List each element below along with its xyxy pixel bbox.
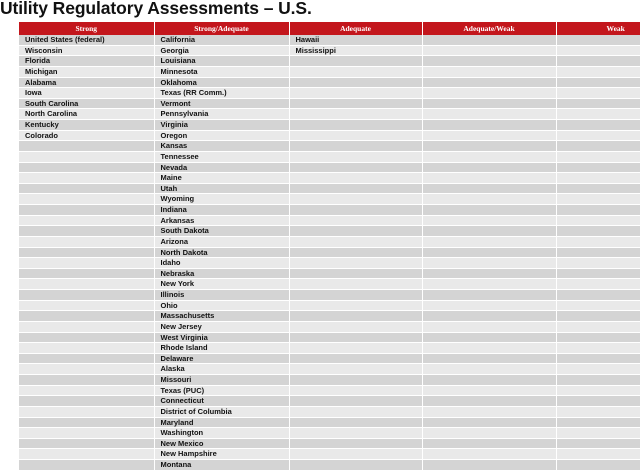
header-row bbox=[19, 22, 640, 35]
table-cell-adequate-weak bbox=[422, 141, 556, 152]
table-row bbox=[19, 66, 640, 77]
table-cell-strong-adequate: Georgia bbox=[154, 45, 289, 56]
table-cell-adequate bbox=[289, 151, 422, 162]
table-cell-weak bbox=[556, 88, 640, 99]
table-cell-weak bbox=[556, 258, 640, 269]
table-cell-adequate-weak bbox=[422, 290, 556, 301]
table-cell-weak bbox=[556, 290, 640, 301]
table-cell-strong-adequate: Rhode Island bbox=[154, 343, 289, 354]
table-row bbox=[19, 417, 640, 428]
table-cell-adequate-weak bbox=[422, 66, 556, 77]
table-cell-adequate-weak bbox=[422, 449, 556, 460]
table-row bbox=[19, 194, 640, 205]
table-cell-strong-adequate: Maine bbox=[154, 173, 289, 184]
table-cell-strong bbox=[19, 460, 154, 471]
table-cell-adequate-weak bbox=[422, 120, 556, 131]
table-cell-strong-adequate: Oregon bbox=[154, 130, 289, 141]
table-cell-strong bbox=[19, 332, 154, 343]
table-row bbox=[19, 35, 640, 45]
table-cell-adequate-weak bbox=[422, 35, 556, 45]
table-row bbox=[19, 173, 640, 184]
table-row bbox=[19, 56, 640, 67]
table-cell-strong-adequate: Louisiana bbox=[154, 56, 289, 67]
table-row bbox=[19, 343, 640, 354]
table-cell-weak bbox=[556, 247, 640, 258]
table-cell-strong-adequate: West Virginia bbox=[154, 332, 289, 343]
table-cell-strong: South Carolina bbox=[19, 98, 154, 109]
table-cell-adequate-weak bbox=[422, 130, 556, 141]
table-cell-strong-adequate: Vermont bbox=[154, 98, 289, 109]
table-row bbox=[19, 98, 640, 109]
table-cell-adequate bbox=[289, 268, 422, 279]
table-row bbox=[19, 247, 640, 258]
table-cell-strong-adequate: Kansas bbox=[154, 141, 289, 152]
table-row bbox=[19, 258, 640, 269]
table-cell-adequate-weak bbox=[422, 205, 556, 216]
column-header-strong-adequate: Strong/Adequate bbox=[154, 22, 289, 35]
table-cell-adequate-weak bbox=[422, 98, 556, 109]
table-cell-adequate bbox=[289, 141, 422, 152]
table-cell-adequate-weak bbox=[422, 364, 556, 375]
table-cell-adequate-weak bbox=[422, 151, 556, 162]
table-row bbox=[19, 268, 640, 279]
table-cell-strong bbox=[19, 396, 154, 407]
table-cell-adequate bbox=[289, 290, 422, 301]
table-cell-adequate-weak bbox=[422, 162, 556, 173]
table-cell-adequate bbox=[289, 375, 422, 386]
table-cell-adequate bbox=[289, 173, 422, 184]
table-cell-strong-adequate: Idaho bbox=[154, 258, 289, 269]
table-cell-strong bbox=[19, 449, 154, 460]
table-cell-adequate bbox=[289, 428, 422, 439]
table-cell-strong-adequate: Wyoming bbox=[154, 194, 289, 205]
assessment-table bbox=[19, 22, 640, 471]
table-cell-strong-adequate: Nevada bbox=[154, 162, 289, 173]
table-cell-strong bbox=[19, 321, 154, 332]
table-cell-weak bbox=[556, 77, 640, 88]
table-cell-adequate-weak bbox=[422, 194, 556, 205]
table-cell-adequate: Hawaii bbox=[289, 35, 422, 45]
table-cell-strong-adequate: Utah bbox=[154, 183, 289, 194]
table-cell-strong bbox=[19, 290, 154, 301]
table-row bbox=[19, 226, 640, 237]
table-cell-adequate bbox=[289, 205, 422, 216]
table-cell-strong bbox=[19, 279, 154, 290]
table-cell-strong bbox=[19, 141, 154, 152]
table-cell-strong bbox=[19, 268, 154, 279]
table-body bbox=[19, 35, 640, 470]
table-cell-strong-adequate: Massachusetts bbox=[154, 311, 289, 322]
table-cell-weak bbox=[556, 236, 640, 247]
table-cell-weak bbox=[556, 56, 640, 67]
table-cell-adequate-weak bbox=[422, 215, 556, 226]
table-cell-adequate bbox=[289, 321, 422, 332]
table-cell-strong bbox=[19, 183, 154, 194]
table-row bbox=[19, 332, 640, 343]
table-cell-weak bbox=[556, 311, 640, 322]
table-cell-adequate bbox=[289, 279, 422, 290]
table-cell-strong-adequate: Pennsylvania bbox=[154, 109, 289, 120]
table-cell-adequate bbox=[289, 77, 422, 88]
table-cell-weak bbox=[556, 396, 640, 407]
table-cell-weak bbox=[556, 385, 640, 396]
table-cell-weak bbox=[556, 35, 640, 45]
table-cell-adequate-weak bbox=[422, 332, 556, 343]
table-cell-strong-adequate: South Dakota bbox=[154, 226, 289, 237]
table-cell-adequate bbox=[289, 311, 422, 322]
table-cell-weak bbox=[556, 375, 640, 386]
page-title: Utility Regulatory Assessments – U.S. bbox=[0, 0, 312, 18]
table-cell-strong-adequate: Washington bbox=[154, 428, 289, 439]
table-row bbox=[19, 321, 640, 332]
table-cell-adequate bbox=[289, 438, 422, 449]
table-cell-weak bbox=[556, 141, 640, 152]
table-cell-weak bbox=[556, 205, 640, 216]
table-cell-adequate bbox=[289, 332, 422, 343]
table-cell-strong-adequate: New Mexico bbox=[154, 438, 289, 449]
table-row bbox=[19, 130, 640, 141]
table-cell-adequate-weak bbox=[422, 375, 556, 386]
table-row bbox=[19, 385, 640, 396]
table-cell-weak bbox=[556, 279, 640, 290]
table-cell-adequate-weak bbox=[422, 396, 556, 407]
table-cell-adequate: Mississippi bbox=[289, 45, 422, 56]
table-cell-strong bbox=[19, 173, 154, 184]
table-cell-adequate-weak bbox=[422, 406, 556, 417]
table-cell-adequate-weak bbox=[422, 311, 556, 322]
table-cell-weak bbox=[556, 460, 640, 471]
table-cell-adequate-weak bbox=[422, 236, 556, 247]
table-cell-weak bbox=[556, 162, 640, 173]
table-cell-adequate-weak bbox=[422, 56, 556, 67]
table-cell-adequate bbox=[289, 353, 422, 364]
table-cell-weak bbox=[556, 449, 640, 460]
table-cell-strong bbox=[19, 162, 154, 173]
table-cell-weak bbox=[556, 173, 640, 184]
table-cell-weak bbox=[556, 417, 640, 428]
table-row bbox=[19, 364, 640, 375]
table-cell-adequate-weak bbox=[422, 258, 556, 269]
table-cell-strong bbox=[19, 438, 154, 449]
table-row bbox=[19, 375, 640, 386]
table-row bbox=[19, 460, 640, 471]
table-cell-adequate bbox=[289, 406, 422, 417]
table-cell-adequate bbox=[289, 226, 422, 237]
table-cell-weak bbox=[556, 332, 640, 343]
table-cell-strong: United States (federal) bbox=[19, 35, 154, 45]
table-cell-weak bbox=[556, 268, 640, 279]
column-header-adequate: Adequate bbox=[289, 22, 422, 35]
table-cell-strong bbox=[19, 300, 154, 311]
table-row bbox=[19, 45, 640, 56]
table-row bbox=[19, 88, 640, 99]
table-cell-strong-adequate: District of Columbia bbox=[154, 406, 289, 417]
table-cell-adequate-weak bbox=[422, 417, 556, 428]
table-cell-strong-adequate: California bbox=[154, 35, 289, 45]
table-cell-weak bbox=[556, 109, 640, 120]
table-row bbox=[19, 449, 640, 460]
table-header bbox=[19, 22, 640, 35]
column-header-adequate-weak: Adequate/Weak bbox=[422, 22, 556, 35]
column-header-weak: Weak bbox=[556, 22, 640, 35]
table-row bbox=[19, 353, 640, 364]
table-cell-adequate bbox=[289, 215, 422, 226]
table-row bbox=[19, 406, 640, 417]
table-cell-adequate-weak bbox=[422, 353, 556, 364]
table-cell-adequate bbox=[289, 88, 422, 99]
table-cell-adequate-weak bbox=[422, 343, 556, 354]
table-row bbox=[19, 311, 640, 322]
table-cell-adequate-weak bbox=[422, 247, 556, 258]
table-cell-strong-adequate: Nebraska bbox=[154, 268, 289, 279]
table-cell-adequate bbox=[289, 343, 422, 354]
table-cell-adequate-weak bbox=[422, 77, 556, 88]
table-cell-adequate bbox=[289, 449, 422, 460]
table-cell-adequate-weak bbox=[422, 428, 556, 439]
table-cell-strong bbox=[19, 364, 154, 375]
table-cell-adequate-weak bbox=[422, 173, 556, 184]
table-row bbox=[19, 120, 640, 131]
table-row bbox=[19, 77, 640, 88]
table-cell-weak bbox=[556, 321, 640, 332]
table-cell-adequate bbox=[289, 247, 422, 258]
table-row bbox=[19, 428, 640, 439]
table-row bbox=[19, 183, 640, 194]
table-cell-strong bbox=[19, 353, 154, 364]
table-cell-strong bbox=[19, 236, 154, 247]
table-cell-weak bbox=[556, 66, 640, 77]
table-cell-strong: Kentucky bbox=[19, 120, 154, 131]
table-cell-strong-adequate: Maryland bbox=[154, 417, 289, 428]
table-cell-strong-adequate: Oklahoma bbox=[154, 77, 289, 88]
table-cell-adequate bbox=[289, 236, 422, 247]
table-row bbox=[19, 162, 640, 173]
table-cell-strong-adequate: Arkansas bbox=[154, 215, 289, 226]
table-cell-strong bbox=[19, 385, 154, 396]
table-cell-strong-adequate: Illinois bbox=[154, 290, 289, 301]
table-cell-strong-adequate: New Hampshire bbox=[154, 449, 289, 460]
table-cell-strong-adequate: Delaware bbox=[154, 353, 289, 364]
table-cell-adequate-weak bbox=[422, 279, 556, 290]
table-cell-adequate-weak bbox=[422, 226, 556, 237]
table-cell-adequate-weak bbox=[422, 183, 556, 194]
table-cell-weak bbox=[556, 428, 640, 439]
table-cell-weak bbox=[556, 183, 640, 194]
table-cell-adequate bbox=[289, 109, 422, 120]
table-row bbox=[19, 151, 640, 162]
table-cell-adequate-weak bbox=[422, 88, 556, 99]
table-cell-weak bbox=[556, 98, 640, 109]
table-cell-weak bbox=[556, 215, 640, 226]
table-row bbox=[19, 141, 640, 152]
table-cell-weak bbox=[556, 151, 640, 162]
table-cell-weak bbox=[556, 300, 640, 311]
table-cell-weak bbox=[556, 226, 640, 237]
table-cell-strong-adequate: Tennessee bbox=[154, 151, 289, 162]
table-cell-adequate-weak bbox=[422, 109, 556, 120]
table-row bbox=[19, 236, 640, 247]
table-cell-adequate bbox=[289, 300, 422, 311]
column-header-strong: Strong bbox=[19, 22, 154, 35]
table-row bbox=[19, 205, 640, 216]
table-cell-strong: Alabama bbox=[19, 77, 154, 88]
table-cell-adequate bbox=[289, 460, 422, 471]
table-row bbox=[19, 279, 640, 290]
table-cell-adequate-weak bbox=[422, 45, 556, 56]
table-cell-strong: Iowa bbox=[19, 88, 154, 99]
table-cell-weak bbox=[556, 45, 640, 56]
table-cell-adequate bbox=[289, 385, 422, 396]
table-cell-strong: Michigan bbox=[19, 66, 154, 77]
table-cell-strong bbox=[19, 311, 154, 322]
table-row bbox=[19, 300, 640, 311]
table-cell-strong-adequate: Virginia bbox=[154, 120, 289, 131]
table-cell-strong bbox=[19, 258, 154, 269]
table-cell-adequate bbox=[289, 194, 422, 205]
table-cell-strong-adequate: New Jersey bbox=[154, 321, 289, 332]
table-cell-strong bbox=[19, 205, 154, 216]
table-cell-adequate-weak bbox=[422, 438, 556, 449]
table-cell-adequate bbox=[289, 183, 422, 194]
table-cell-adequate bbox=[289, 396, 422, 407]
table-cell-strong: Florida bbox=[19, 56, 154, 67]
table-row bbox=[19, 290, 640, 301]
table-cell-strong bbox=[19, 247, 154, 258]
table-cell-strong bbox=[19, 343, 154, 354]
table-cell-strong bbox=[19, 194, 154, 205]
table-cell-adequate bbox=[289, 120, 422, 131]
table-cell-strong bbox=[19, 417, 154, 428]
table-cell-strong-adequate: Texas (RR Comm.) bbox=[154, 88, 289, 99]
table-cell-strong-adequate: New York bbox=[154, 279, 289, 290]
table-cell-strong-adequate: Montana bbox=[154, 460, 289, 471]
table-cell-adequate bbox=[289, 364, 422, 375]
table-cell-weak bbox=[556, 343, 640, 354]
table-cell-strong-adequate: North Dakota bbox=[154, 247, 289, 258]
table-cell-strong bbox=[19, 406, 154, 417]
table-cell-weak bbox=[556, 364, 640, 375]
table-cell-weak bbox=[556, 353, 640, 364]
table-cell-adequate bbox=[289, 417, 422, 428]
table-cell-strong-adequate: Missouri bbox=[154, 375, 289, 386]
table-cell-strong-adequate: Minnesota bbox=[154, 66, 289, 77]
table-cell-strong: Colorado bbox=[19, 130, 154, 141]
table-row bbox=[19, 438, 640, 449]
table-cell-strong-adequate: Indiana bbox=[154, 205, 289, 216]
table-cell-adequate-weak bbox=[422, 385, 556, 396]
table-cell-strong-adequate: Arizona bbox=[154, 236, 289, 247]
table-row bbox=[19, 109, 640, 120]
table-cell-strong-adequate: Alaska bbox=[154, 364, 289, 375]
table-cell-weak bbox=[556, 130, 640, 141]
table-cell-strong-adequate: Connecticut bbox=[154, 396, 289, 407]
table-cell-adequate-weak bbox=[422, 268, 556, 279]
table-cell-adequate bbox=[289, 258, 422, 269]
table-cell-strong: Wisconsin bbox=[19, 45, 154, 56]
table-cell-adequate bbox=[289, 130, 422, 141]
table-cell-strong: North Carolina bbox=[19, 109, 154, 120]
table-cell-adequate bbox=[289, 66, 422, 77]
table-cell-strong bbox=[19, 375, 154, 386]
table-cell-adequate bbox=[289, 56, 422, 67]
table-cell-strong-adequate: Texas (PUC) bbox=[154, 385, 289, 396]
table-cell-weak bbox=[556, 438, 640, 449]
table-cell-weak bbox=[556, 406, 640, 417]
table-cell-strong bbox=[19, 215, 154, 226]
table-cell-adequate-weak bbox=[422, 321, 556, 332]
table-row bbox=[19, 396, 640, 407]
table-cell-weak bbox=[556, 194, 640, 205]
table-cell-strong bbox=[19, 151, 154, 162]
table-row bbox=[19, 215, 640, 226]
table-cell-adequate-weak bbox=[422, 460, 556, 471]
table-cell-weak bbox=[556, 120, 640, 131]
table-cell-adequate bbox=[289, 98, 422, 109]
table-cell-adequate-weak bbox=[422, 300, 556, 311]
table-cell-strong bbox=[19, 428, 154, 439]
table-cell-adequate bbox=[289, 162, 422, 173]
table-cell-strong bbox=[19, 226, 154, 237]
table-cell-strong-adequate: Ohio bbox=[154, 300, 289, 311]
